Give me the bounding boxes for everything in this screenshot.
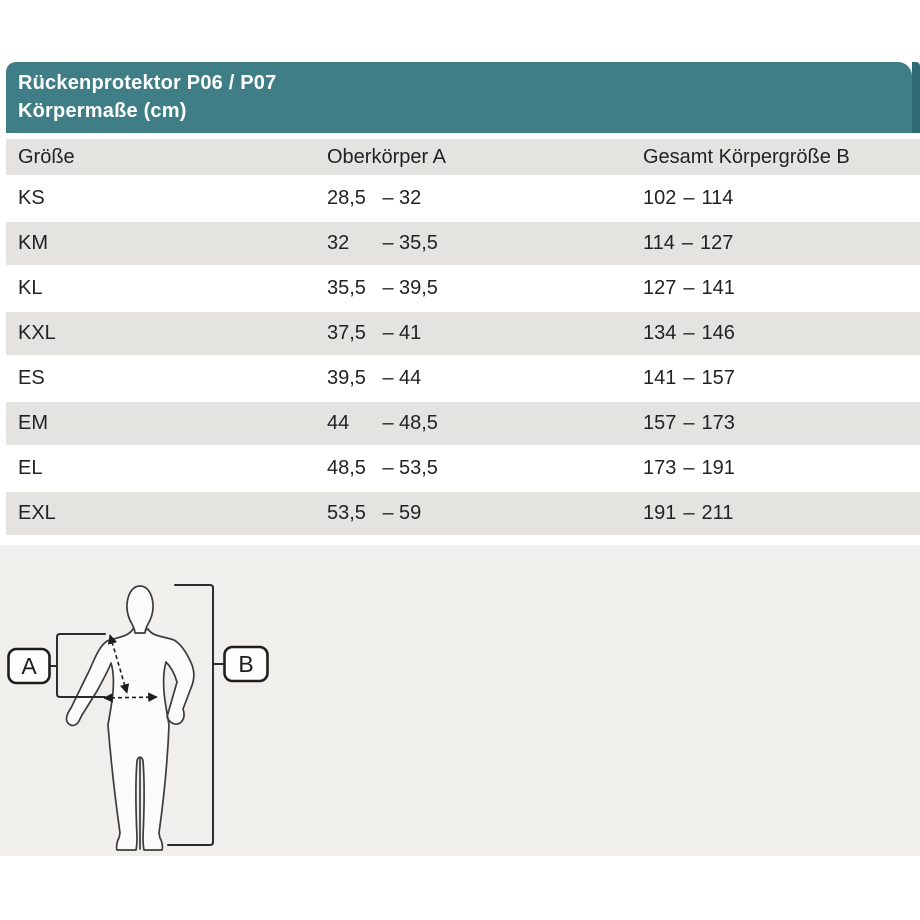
oberkoerper-cell: 44 – 48,5	[327, 412, 438, 434]
koerpergroesse-cell: 102 – 114	[643, 187, 734, 209]
table-row	[6, 357, 920, 402]
page-title: Rückenprotektor P06 / P07	[18, 72, 277, 94]
size-cell: KXL	[18, 322, 56, 344]
label-b: B	[238, 651, 254, 677]
person-figure	[67, 586, 194, 850]
koerpergroesse-cell: 134 – 146	[643, 322, 735, 344]
person-head	[127, 586, 153, 633]
size-cell: EL	[18, 457, 43, 479]
table-row	[6, 177, 920, 222]
column-header-row	[6, 139, 920, 177]
oberkoerper-cell: 39,5 – 44	[327, 367, 422, 389]
measurement-diagram-section	[0, 545, 920, 856]
size-cell: KS	[18, 187, 45, 209]
size-cell: EXL	[18, 502, 56, 524]
size-table	[6, 62, 920, 537]
oberkoerper-cell: 35,5 – 39,5	[327, 277, 438, 299]
oberkoerper-cell: 32 – 35,5	[327, 232, 438, 254]
table-row	[6, 492, 920, 537]
oberkoerper-cell: 37,5 – 41	[327, 322, 422, 344]
koerpergroesse-cell: 141 – 157	[643, 367, 735, 389]
size-chart-header	[6, 62, 920, 133]
person-body-outline	[67, 629, 194, 850]
oberkoerper-cell: 28,5 – 32	[327, 187, 422, 209]
table-row	[6, 447, 920, 492]
size-cell: EM	[18, 412, 48, 434]
size-cell: ES	[18, 367, 45, 389]
table-row	[6, 267, 920, 312]
header-edge-strip	[912, 62, 920, 133]
table-row	[6, 312, 920, 357]
size-cell: KL	[18, 277, 43, 299]
koerpergroesse-cell: 157 – 173	[643, 412, 735, 434]
oberkoerper-cell: 48,5 – 53,5	[327, 457, 438, 479]
column-header-koerpergroesse: Gesamt Körpergröße B	[643, 145, 850, 168]
size-cell: KM	[18, 232, 48, 254]
column-header-size: Größe	[18, 145, 75, 168]
label-a: A	[21, 653, 37, 679]
table-row	[6, 402, 920, 447]
table-row	[6, 222, 920, 267]
koerpergroesse-cell: 191 – 211	[643, 502, 734, 524]
column-header-oberkoerper: Oberkörper A	[327, 145, 446, 168]
koerpergroesse-cell: 127 – 141	[643, 277, 735, 299]
page-subtitle: Körpermaße (cm)	[18, 100, 187, 122]
koerpergroesse-cell: 173 – 191	[643, 457, 735, 479]
koerpergroesse-cell: 114 – 127	[643, 232, 734, 254]
oberkoerper-cell: 53,5 – 59	[327, 502, 422, 524]
measurement-diagram	[0, 545, 920, 856]
